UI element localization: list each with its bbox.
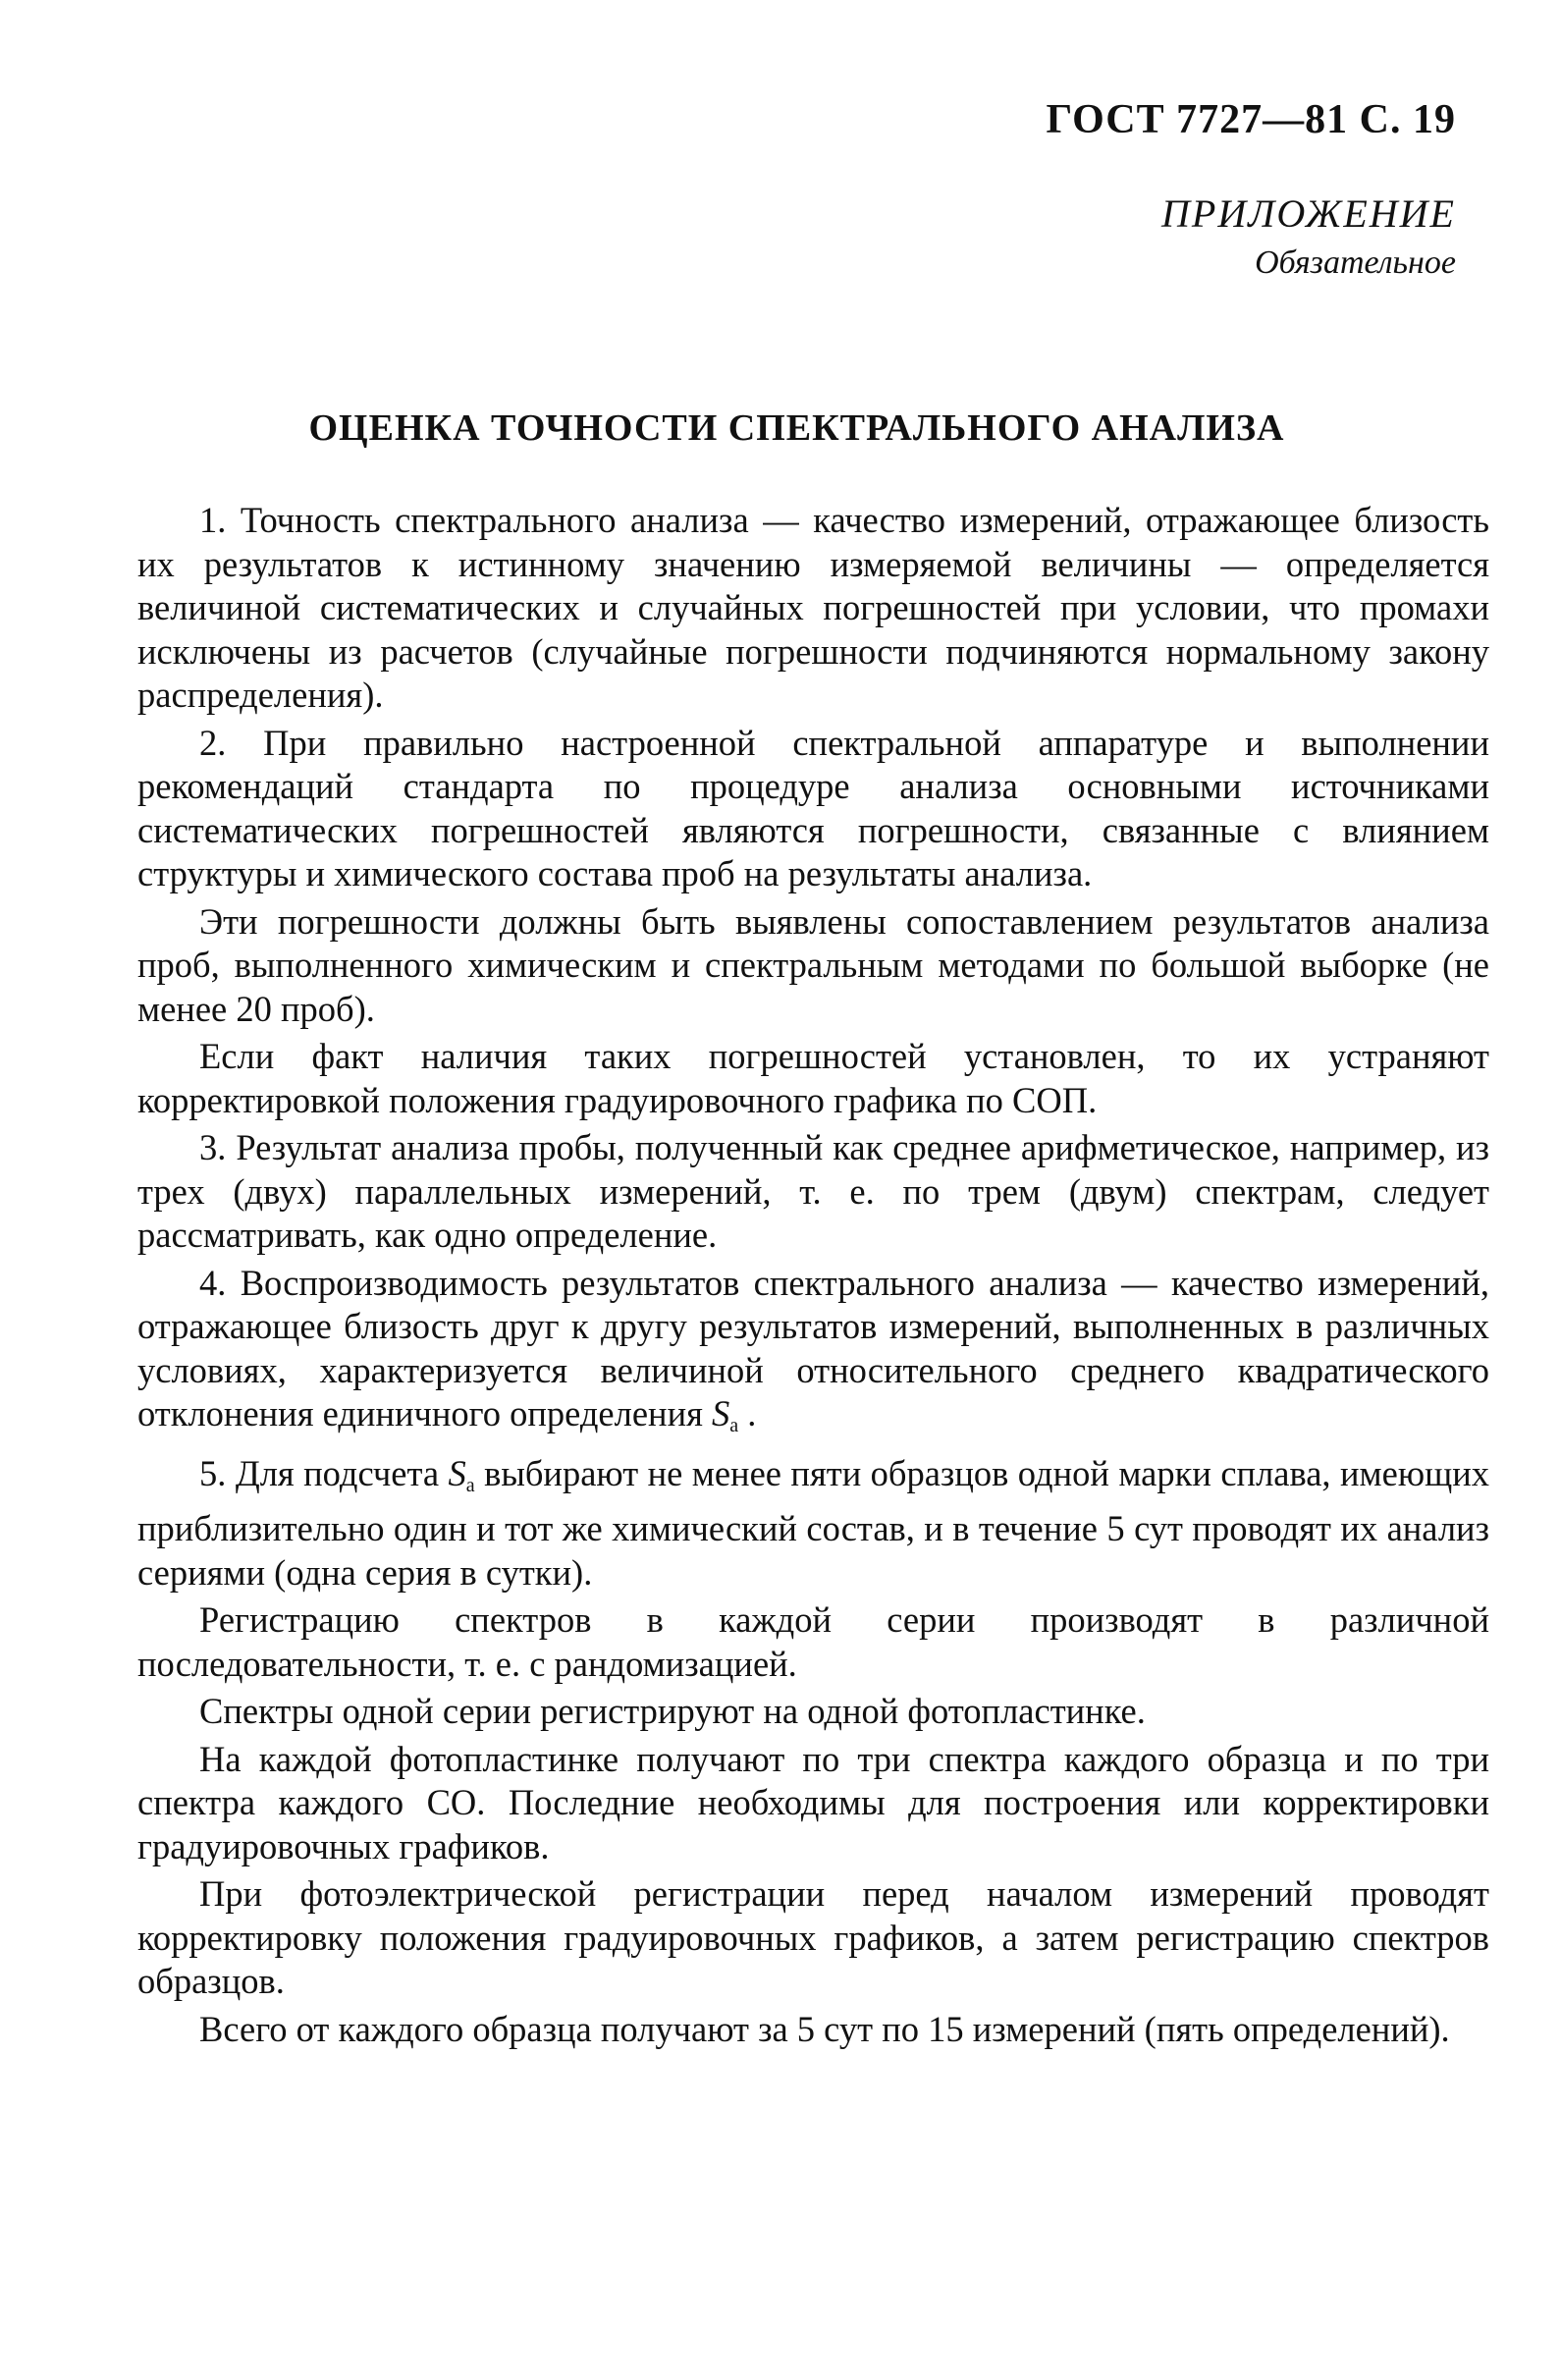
- paragraph-4: Если факт наличия таких погрешностей установлен, то их устраняют корректировкой положения градуировочного графика по СОП.: [137, 1036, 1489, 1120]
- paragraph-5: 3. Результат анализа пробы, полученный как среднее арифметическое, например, из трех (двух) параллельных измерений, т. е. по трем (двум) спектрам, следует рассматривать, как одно определение.: [137, 1127, 1489, 1255]
- paragraph-9: Спектры одной серии регистрируют на одной фотопластинке.: [199, 1691, 1146, 1731]
- paragraph-7: [137, 1452, 1489, 1596]
- document-title: ОЦЕНКА ТОЧНОСТИ СПЕКТРАЛЬНОГО АНАЛИЗА: [308, 407, 1285, 449]
- appendix-status: Обязательное: [1255, 244, 1456, 281]
- paragraph-10: На каждой фотопластинке получают по три спектра каждого образца и по три спектра каждого СО. Последние необходимы для построения или корректировки градуировочных графиков.: [137, 1738, 1489, 1866]
- appendix-block: [1161, 189, 1456, 287]
- paragraph-6-text: 4. Воспроизводимость результатов спектрального анализа — качество измерений, отражающее близость друг к другу результатов измерений, выполненных в различных условиях, характеризуется величиной относительного среднего квадратического отклонения единичного определения: [137, 1262, 1489, 1433]
- symbol-s: S: [712, 1393, 730, 1433]
- paragraph-6-end: .: [738, 1393, 757, 1433]
- paragraph-7-text: выбирают не менее пяти образцов одной марки сплава, имеющих приблизительно один и тот же химический состав, и в течение 5 сут проводят их анализ сериями (одна серия в сутки).: [137, 1452, 1489, 1593]
- page-header: ГОСТ 7727—81 С. 19: [1046, 97, 1456, 142]
- paragraph-11: При фотоэлектрической регистрации перед началом измерений проводят корректировку положения градуировочных графиков, а затем регистрацию спектров образцов.: [137, 1873, 1489, 2001]
- symbol-s: S: [448, 1452, 466, 1493]
- paragraph-7-start: 5. Для подсчета: [199, 1452, 449, 1493]
- paragraph-8: Регистрацию спектров в каждой серии производят в различной последовательности, т. е. с рандомизацией.: [137, 1599, 1489, 1684]
- paragraph-12: Всего от каждого образца получают за 5 сут по 15 измерений (пять определений).: [199, 2008, 1450, 2049]
- paragraph-1: 1. Точность спектрального анализа — качество измерений, отражающее близость их результатов к истинному значению измеряемой величины — определяется величиной систематических и случайных погрешностей при условии, что промахи исключены из расчетов (случайные погрешности подчиняются нормальному закону распределения).: [137, 500, 1489, 715]
- paragraph-6: [137, 1262, 1489, 1448]
- paragraph-3: Эти погрешности должны быть выявлены сопоставлением результатов анализа проб, выполненного химическим и спектральным методами по большой выборке (не менее 20 проб).: [137, 900, 1489, 1029]
- symbol-subscript: а: [465, 1474, 475, 1496]
- appendix-label: ПРИЛОЖЕНИЕ: [1161, 191, 1456, 236]
- paragraph-2: 2. При правильно настроенной спектральной аппаратуре и выполнении рекомендаций стандарта по процедуре анализа основными источниками систематических погрешностей являются погрешности, связанные с влиянием структуры и химического состава проб на результаты анализа.: [137, 722, 1489, 893]
- symbol-subscript: а: [729, 1415, 739, 1436]
- body-text: [137, 499, 1489, 2055]
